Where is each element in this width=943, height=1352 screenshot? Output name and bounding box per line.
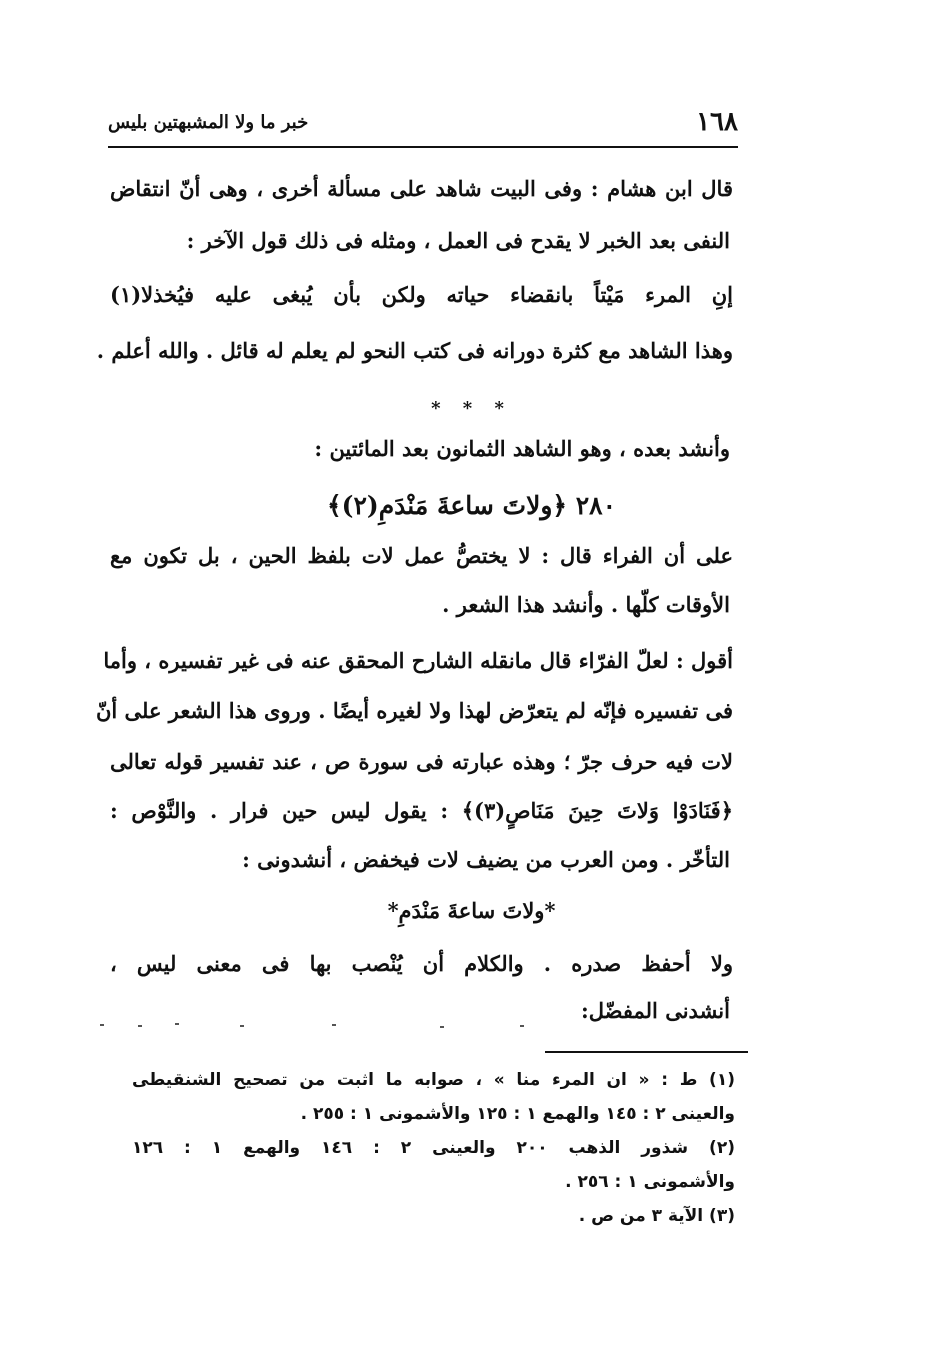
body-line: وهذا الشاهد مع كثرة دورانه فى كتب النحو لم يعلم له قائل . والله أعلم . (96, 338, 733, 363)
scan-speck (138, 1025, 142, 1027)
body-line: لات فيه حرف جرّ ؛ وهذه عبارته فى سورة ص ، عند تفسير قوله تعالى (110, 749, 733, 774)
body-line: قال ابن هشام : وفى البيت شاهد على مسألة أخرى ، وهى أنّ انتقاض (110, 176, 733, 201)
scan-speck (240, 1025, 244, 1027)
body-line: أقول : لعلّ الفرّاء قال مانقله الشارح المحقق عنه فى غير تفسيره ، وأما (103, 648, 733, 673)
scan-speck (100, 1024, 104, 1026)
body-line: على أن الفراء قال : لا يختصُّ عمل لات بلفظ الحين ، بل تكون مع (110, 543, 733, 568)
scan-noise (100, 1020, 740, 1030)
body-line: فى تفسيره فإنّه لم يتعرّض لهذا ولا لغيره أيضًا . وروى هذا الشعر على أنّ (95, 698, 733, 723)
scan-speck (520, 1025, 524, 1027)
body-line: ولا أحفظ صدره . والكلام أن يُنْصب بها فى معنى ليس ، (110, 951, 733, 976)
footnote-line: والعينى ٢ : ١٤٥ والهمع ١ : ١٢٥ والأشمونى ١ : ٢٥٥ . (300, 1104, 735, 1124)
running-title: خبر ما ولا المشبهتين بليس (108, 111, 309, 133)
witness-heading: ٢٨٠ ﴿ولاتَ ساعةَ مَنْدَمِ(٢)﴾ (326, 491, 617, 520)
verse-line: إنِ المرء مَيْتاً بانقضاء حياته ولكن بأن يُبغى عليه فيُخذلا(١) (110, 282, 733, 307)
footnote-line: (١) ط : « ان المرء منا » ، صوابه ما اثبت من تصحيح الشنقيطى (132, 1070, 735, 1090)
page-number: ١٦٨ (696, 107, 738, 137)
section-separator: * * * (431, 398, 512, 419)
footnote-line: (٣) الآية ٣ من ص . (578, 1206, 735, 1226)
body-line: التأخّر . ومن العرب من يضيف لات فيخفض ، أنشدونى : (242, 847, 730, 872)
header-rule (108, 146, 738, 148)
footnote-line: (٢) شذور الذهب ٢٠٠ والعينى ٢ : ١٤٦ والهمع ١ : ١٢٦ (132, 1138, 735, 1158)
body-line: أنشدنى المفضّل: (581, 998, 730, 1023)
footnote-rule (545, 1051, 748, 1053)
body-line: وأنشد بعده ، وهو الشاهد الثمانون بعد المائتين : (314, 436, 730, 461)
page-header (108, 102, 738, 142)
footnote-line: والأشمونى ١ : ٢٥٦ . (565, 1172, 735, 1192)
scan-speck (440, 1026, 444, 1028)
body-line: ﴿فَنَادَوْا وَلاتَ حِينَ مَنَاصٍ(٣)﴾ : يقول ليس حين فرار . والنَّوْص : (110, 798, 733, 823)
scan-speck (332, 1024, 336, 1026)
verse-line: *ولاتَ ساعةَ مَنْدَمِ* (387, 898, 556, 923)
body-line: النفى بعد الخبر لا يقدح فى العمل ، ومثله فى ذلك قول الآخر : (186, 228, 730, 253)
body-line: الأوقات كلّها . وأنشد هذا الشعر . (442, 592, 730, 617)
scan-speck (175, 1023, 179, 1025)
